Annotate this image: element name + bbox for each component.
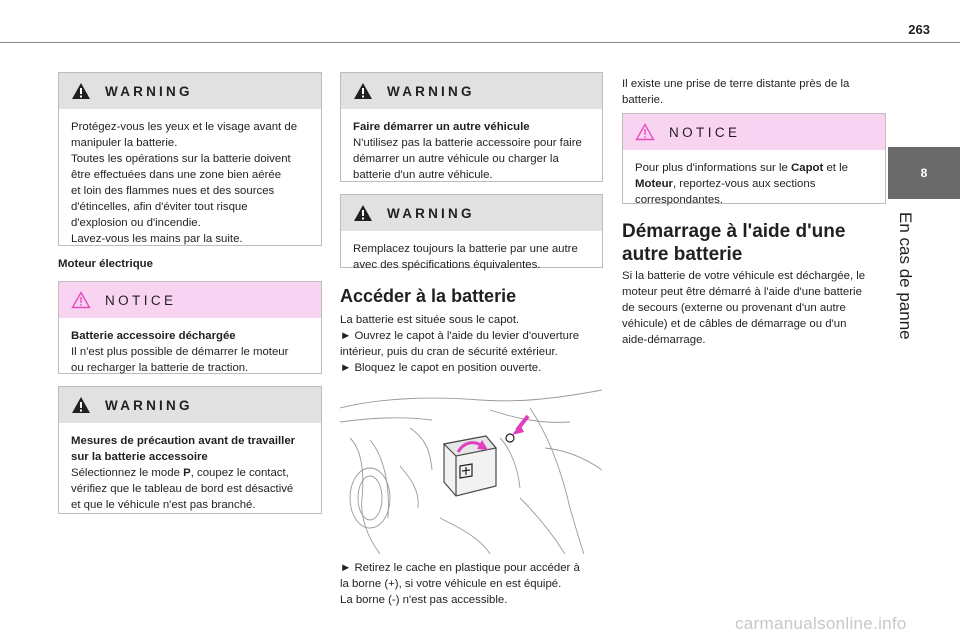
text-line: la borne (+), si votre véhicule en est équipé. bbox=[340, 578, 562, 590]
section-title-demarrage: Démarrage à l'aide d'une autre batterie bbox=[622, 221, 846, 265]
warning-title: sur la batterie accessoire bbox=[71, 451, 208, 463]
notice-label: NOTICE bbox=[669, 124, 741, 140]
text-line: avec des spécifications équivalentes. bbox=[353, 259, 541, 271]
subheading-moteur-electrique: Moteur électrique bbox=[58, 258, 153, 270]
text-line: Remplacez toujours la batterie par une autre bbox=[353, 243, 578, 255]
text-line: et que le véhicule n'est pas branché. bbox=[71, 499, 256, 511]
notice-body bbox=[623, 150, 885, 216]
chapter-title: En cas de panne bbox=[896, 212, 915, 340]
notice-label: NOTICE bbox=[105, 292, 177, 308]
watermark: carmanualsonline.info bbox=[735, 614, 907, 633]
text-line: d'explosion ou d'incendie. bbox=[71, 217, 201, 229]
jump-start-text bbox=[622, 268, 887, 348]
text-line: manipuler la batterie. bbox=[71, 137, 178, 149]
step-item: ► Bloquez le capot en position ouverte. bbox=[340, 362, 542, 374]
text-line: Si la batterie de votre véhicule est déchargée, le bbox=[622, 270, 866, 282]
warning-header bbox=[341, 195, 602, 231]
text-line: ou recharger la batterie de traction. bbox=[71, 362, 249, 374]
text-line: de secours (externe ou provenant d'un autre bbox=[622, 302, 846, 314]
text-line: moteur peut être démarré à l'aide d'une batterie bbox=[622, 286, 862, 298]
text-line: Il existe une prise de terre distante près de la bbox=[622, 78, 850, 90]
text-line: Protégez-vous les yeux et le visage avant de bbox=[71, 121, 298, 133]
warning-box-eye-protection bbox=[58, 72, 322, 246]
warning-label: WARNING bbox=[105, 83, 193, 99]
warning-body bbox=[59, 423, 321, 521]
page-number: 263 bbox=[908, 22, 930, 37]
warning-body bbox=[59, 109, 321, 255]
warning-body bbox=[341, 109, 602, 191]
chapter-tab[interactable] bbox=[888, 147, 960, 199]
warning-box-start-other-vehicle bbox=[340, 72, 603, 182]
ground-point-text bbox=[622, 76, 887, 108]
text-line: Sélectionnez le mode P, coupez le contact, bbox=[71, 467, 289, 479]
warning-title: Faire démarrer un autre véhicule bbox=[353, 121, 530, 133]
remove-cover-text bbox=[340, 560, 605, 608]
text-line: Lavez-vous les mains par la suite. bbox=[71, 233, 243, 245]
notice-body bbox=[59, 318, 321, 384]
warning-label: WARNING bbox=[387, 83, 475, 99]
access-steps bbox=[340, 312, 605, 376]
step-item: ► Ouvrez le capot à l'aide du levier d'ouverture bbox=[340, 330, 580, 342]
warning-label: WARNING bbox=[105, 397, 193, 413]
text-line: La batterie est située sous le capot. bbox=[340, 314, 520, 326]
notice-header bbox=[623, 114, 885, 150]
warning-header bbox=[59, 387, 321, 423]
header-divider bbox=[0, 42, 960, 43]
warning-label: WARNING bbox=[387, 205, 475, 221]
text-line: aide-démarrage. bbox=[622, 334, 706, 346]
text-line: intérieur, puis du cran de sécurité extérieur. bbox=[340, 346, 558, 358]
notice-triangle-icon bbox=[635, 123, 655, 141]
warning-box-precautions bbox=[58, 386, 322, 514]
chapter-tab-number: 8 bbox=[920, 166, 928, 180]
text-line: véhicule) et de câbles de démarrage ou d'un bbox=[622, 318, 847, 330]
notice-box-more-info bbox=[622, 113, 886, 204]
warning-triangle-icon bbox=[71, 396, 91, 414]
text-line: être effectuées dans une zone bien aérée bbox=[71, 169, 282, 181]
notice-title: Batterie accessoire déchargée bbox=[71, 330, 236, 342]
warning-header bbox=[59, 73, 321, 109]
text-line: batterie. bbox=[622, 94, 664, 106]
warning-header bbox=[341, 73, 602, 109]
warning-box-replace-battery bbox=[340, 194, 603, 271]
text-line: Il n'est plus possible de démarrer le moteur bbox=[71, 346, 289, 358]
warning-triangle-icon bbox=[353, 204, 373, 222]
notice-triangle-icon bbox=[71, 291, 91, 309]
warning-body bbox=[341, 231, 602, 281]
text-line: correspondantes. bbox=[635, 194, 724, 206]
text-line: Toutes les opérations sur la batterie doivent bbox=[71, 153, 291, 165]
text-line: d'étincelles, afin d'éviter tout risque bbox=[71, 201, 248, 213]
warning-title: Mesures de précaution avant de travailler bbox=[71, 435, 296, 447]
text-line: N'utilisez pas la batterie accessoire pour faire bbox=[353, 137, 582, 149]
battery-illustration bbox=[340, 378, 602, 554]
text-line: Pour plus d'informations sur le Capot et le bbox=[635, 162, 849, 174]
notice-header bbox=[59, 282, 321, 318]
text-line: Moteur, reportez-vous aux sections bbox=[635, 178, 816, 190]
warning-triangle-icon bbox=[71, 82, 91, 100]
text-line: vérifiez que le tableau de bord est désactivé bbox=[71, 483, 294, 495]
text-line: et loin des flammes nues et des sources bbox=[71, 185, 275, 197]
section-title-acceder-batterie: Accéder à la batterie bbox=[340, 286, 517, 306]
text-line: démarrer un autre véhicule ou charger la bbox=[353, 153, 559, 165]
text-line: batterie d'un autre véhicule. bbox=[353, 169, 493, 181]
notice-box-discharged-battery bbox=[58, 281, 322, 374]
step-item: ► Retirez le cache en plastique pour accéder à bbox=[340, 562, 580, 574]
warning-triangle-icon bbox=[353, 82, 373, 100]
text-line: La borne (-) n'est pas accessible. bbox=[340, 594, 508, 606]
